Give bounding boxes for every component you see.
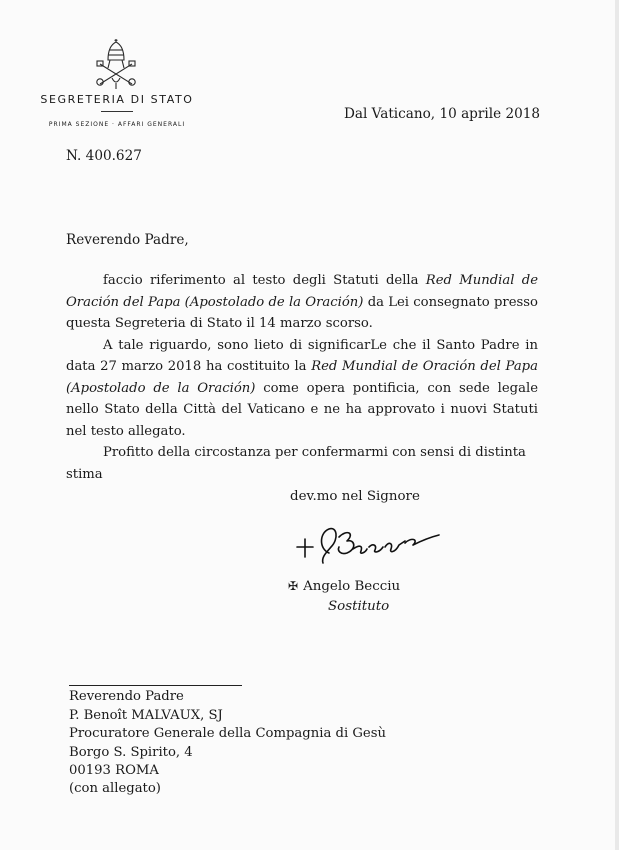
enclosure-note: (con allegato) [69, 781, 161, 796]
protocol-number: N. 400.627 [66, 148, 142, 164]
paragraph-text: faccio riferimento al testo degli Statuti della [103, 273, 426, 288]
signer-name: Angelo Becciu [303, 579, 401, 594]
scan-edge [615, 0, 619, 850]
signer-title: Sostituto [328, 599, 390, 614]
office-name: SEGRETERIA DI STATO [40, 93, 194, 106]
papal-crest-icon [92, 38, 140, 90]
address-line: Procuratore Generale della Compagnia di Gesù [69, 726, 386, 742]
address-line: Reverendo Padre [69, 689, 184, 704]
paragraph-decision [66, 335, 538, 443]
paragraph-reference [66, 270, 538, 335]
paragraph-text: A tale riguardo, sono lieto di significarLe che il Santo Padre in data 27 marzo 2018 ha costituito la [66, 337, 538, 374]
letterhead-divider [101, 111, 133, 112]
salutation: Reverendo Padre, [66, 232, 189, 248]
address-divider [69, 685, 242, 686]
organization-name: Red Mundial de Oración del Papa (Apostolado de la Oración) [66, 273, 538, 310]
paragraph-text: come opera pontificia, con sede legale nello Stato della Città del Vaticano e ne ha approvato i nuovi Statuti nel testo allegato. [66, 380, 538, 439]
paragraph-courtesy: Profitto della circostanza per confermarmi con sensi di distinta stima [66, 445, 526, 482]
address-line: 00193 ROMA [69, 763, 159, 779]
cross-icon: ✠ [288, 579, 299, 593]
organization-name: Red Mundial de Oración del Papa (Apostolado de la Oración) [66, 359, 538, 396]
recipient-address [69, 688, 386, 781]
dateline: Dal Vaticano, 10 aprile 2018 [344, 106, 541, 122]
office-section: PRIMA SEZIONE · AFFARI GENERALI [48, 121, 186, 128]
address-line: P. Benoît MALVAUX, SJ [69, 707, 223, 723]
address-line: Borgo S. Spirito, 4 [69, 744, 193, 760]
closing-formula: dev.mo nel Signore [290, 489, 420, 504]
handwritten-signature [293, 519, 443, 571]
paragraph-text: da Lei consegnato presso questa Segreteria di Stato il 14 marzo scorso. [66, 294, 538, 331]
signer-name-line [288, 579, 400, 594]
letter-body [66, 270, 538, 485]
